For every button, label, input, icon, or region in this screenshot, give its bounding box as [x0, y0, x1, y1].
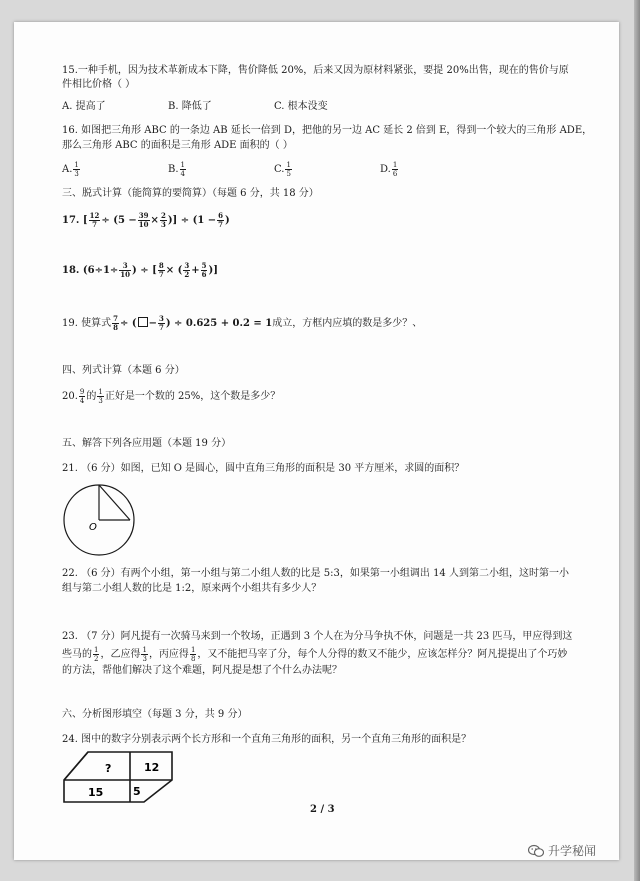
q18-fraction-1 [119, 262, 131, 279]
q20-text [62, 388, 280, 405]
q16-option-a-label: A. [62, 164, 73, 175]
q17-expression [62, 212, 230, 229]
fraction-denominator: 8 [190, 655, 196, 663]
fraction-denominator: 2 [184, 270, 190, 279]
q23-part: 些马的 [62, 649, 92, 660]
section-3-heading: 三、脱式计算（能简算的要简算）（每题 6 分，共 18 分） [62, 188, 319, 199]
q16-option-d-label: D. [380, 164, 391, 175]
section-6-heading: 六、分析图形填空（每题 3 分，共 9 分） [62, 709, 248, 720]
fraction-numerator: 7 [113, 314, 118, 323]
q19-fraction-2 [158, 315, 165, 332]
q22-text-line2: 组与第二小组人数的比是 1:2，原来两个小组共有多少人？ [62, 583, 322, 594]
q16-option-d [380, 161, 399, 178]
wechat-icon [528, 844, 544, 858]
fraction-numerator: 6 [218, 211, 224, 220]
q21-circle-figure [60, 480, 140, 560]
q16-option-a [62, 161, 81, 178]
q19-part: 19. 使算式 [62, 318, 112, 329]
left-diagonal [64, 752, 88, 780]
fraction-numerator: 2 [160, 211, 166, 220]
fraction-numerator: 9 [79, 388, 85, 396]
q17-part: ÷ (5 − [101, 215, 137, 226]
q18-fraction-4 [201, 262, 208, 279]
q21-text: 21. （6 分）如图，已知 O 是圆心，圆中直角三角形的面积是 30 平方厘米，求圆的面积？ [62, 463, 465, 474]
fraction-numerator: 8 [158, 261, 164, 270]
q17-part: ) [225, 215, 230, 226]
q15-text-line2: 件相比价格（ ） [62, 79, 136, 90]
q20-fraction-2 [97, 388, 103, 405]
q20-part: 正好是一个数的 25%，这个数是多少？ [104, 391, 281, 402]
q19-part: ) ÷ 0.625 + 0.2 = 1 [165, 318, 273, 329]
fraction-denominator: 3 [98, 397, 103, 405]
fraction-numerator: 1 [142, 646, 147, 654]
q18-expression [62, 262, 218, 279]
fraction-denominator: 8 [113, 323, 118, 332]
fraction-numerator: 39 [138, 211, 149, 220]
q18-part: × ( [165, 265, 183, 276]
fraction-denominator: 7 [158, 270, 164, 279]
q18-fraction-3 [183, 262, 190, 279]
fraction-denominator: 3 [142, 655, 147, 663]
fraction-denominator: 7 [158, 323, 164, 332]
fraction-denominator: 7 [218, 220, 224, 229]
q22-text-line1: 22. （6 分）有两个小组，第一小组与第二小组人数的比是 5:3，如果第一小组调出 14 人到第二小组，这时第一小 [62, 568, 569, 579]
q16-option-c-label: C. [274, 164, 285, 175]
q23-fraction-1 [93, 646, 99, 663]
fraction-denominator: 2 [94, 655, 99, 663]
q23-part: ，丙应得 [148, 649, 189, 660]
q17-part: )] ÷ (1 − [167, 215, 217, 226]
q16-text-line2: 那么三角形 ABC 的面积是三角形 ADE 面积的（ ） [62, 140, 293, 151]
device-edge [634, 0, 640, 881]
exam-page [14, 22, 619, 860]
q20-part: 的 [86, 391, 97, 402]
blank-square-icon [138, 317, 148, 327]
q18-part: )] [208, 265, 218, 276]
fraction-numerator: 1 [190, 646, 196, 654]
label-15: 15 [88, 786, 104, 799]
triangle-hypotenuse [99, 485, 130, 520]
fraction-numerator: 3 [184, 261, 190, 270]
section-4-heading: 四、列式计算（本题 6 分） [62, 365, 185, 376]
q17-part: 17. [ [62, 215, 88, 226]
fraction-numerator: 12 [89, 211, 100, 220]
fraction-denominator: 5 [286, 170, 291, 178]
fraction-denominator: 7 [92, 220, 97, 229]
q19-part: 成立，方框内应填的数是多少？、 [272, 318, 423, 329]
q20-part: 20. [62, 391, 78, 402]
q19-part: − [148, 318, 157, 329]
q17-fraction-1 [89, 212, 101, 229]
q24-rectangle-figure [60, 748, 180, 808]
fraction-denominator: 4 [79, 397, 85, 405]
fraction-denominator: 6 [392, 170, 398, 178]
watermark [528, 842, 596, 859]
fraction-denominator: 6 [201, 270, 207, 279]
q17-fraction-4 [217, 212, 224, 229]
q16-text-line1: 16. 如图把三角形 ABC 的一条边 AB 延长一倍到 D，把他的另一边 AC 延长 2 倍到 E，得到一个较大的三角形 ADE， [62, 125, 593, 136]
q19-part: ÷ ( [119, 318, 137, 329]
q19-fraction-1 [112, 315, 119, 332]
q17-part: × [150, 215, 159, 226]
q16-option-d-fraction [392, 161, 398, 178]
q15-option-c: C. 根本没变 [274, 101, 328, 112]
fraction-denominator: 4 [180, 170, 185, 178]
q18-part: ) ÷ [ [132, 265, 157, 276]
q23-text-line2 [62, 646, 567, 663]
fraction-denominator: 10 [138, 220, 149, 229]
fraction-numerator: 3 [119, 262, 131, 271]
q16-option-b [168, 161, 187, 178]
fraction-denominator: 3 [74, 170, 79, 178]
page-number: 2 / 3 [310, 804, 335, 815]
q23-part: ，乙应得 [100, 649, 141, 660]
watermark-text: 升学秘闻 [548, 844, 597, 858]
q23-fraction-2 [141, 646, 147, 663]
q23-text-line3: 的方法，帮他们解决了这个难题，阿凡提是想了个什么办法呢？ [62, 665, 342, 676]
q16-option-b-fraction [180, 161, 186, 178]
section-5-heading: 五、解答下列各应用题（本题 19 分） [62, 438, 232, 449]
label-5: 5 [133, 785, 141, 798]
figure-outline [64, 752, 172, 802]
center-label-o: O [89, 522, 97, 533]
q23-text-line1: 23. （7 分）阿凡提有一次骑马来到一个牧场，正遇到 3 个人在为分马争执不休，问题是一共 23 匹马，甲应得到这 [62, 631, 573, 642]
q18-part: + [191, 265, 200, 276]
q23-part: ，又不能把马宰了分，每个人分得的数又不能少，应该怎样分？阿凡提提出了个巧妙 [197, 649, 568, 660]
fraction-numerator: 1 [94, 646, 99, 654]
fraction-numerator: 1 [180, 161, 185, 169]
fraction-numerator: 1 [98, 388, 103, 396]
q16-option-b-label: B. [168, 164, 179, 175]
q15-option-a: A. 提高了 [62, 101, 106, 112]
q15-text-line1: 15.一种手机，因为技术革新成本下降，售价降低 20%，后来又因为原材料紧张，要提 20%出售，现在的售价与原 [62, 65, 569, 76]
q16-option-c-fraction [285, 161, 291, 178]
q18-fraction-2 [158, 262, 165, 279]
q16-option-a-fraction [73, 161, 79, 178]
fraction-numerator: 5 [201, 261, 207, 270]
fraction-numerator: 1 [74, 161, 79, 169]
q24-text: 24. 图中的数字分别表示两个长方形和一个直角三角形的面积，另一个直角三角形的面积是？ [62, 734, 472, 745]
fraction-numerator: 1 [392, 161, 398, 169]
q17-fraction-3 [160, 212, 167, 229]
q23-fraction-3 [190, 646, 196, 663]
label-unknown: ? [105, 762, 112, 775]
label-12: 12 [144, 761, 160, 774]
fraction-denominator: 10 [120, 270, 131, 279]
q20-fraction-1 [79, 388, 85, 405]
q16-option-c [274, 161, 293, 178]
q18-part: 18. (6÷1÷ [62, 265, 119, 276]
fraction-numerator: 1 [286, 161, 291, 169]
q19-text [62, 315, 422, 332]
q17-fraction-2 [138, 212, 150, 229]
fraction-denominator: 3 [160, 220, 166, 229]
fraction-numerator: 3 [158, 314, 164, 323]
q15-option-b: B. 降低了 [168, 101, 212, 112]
